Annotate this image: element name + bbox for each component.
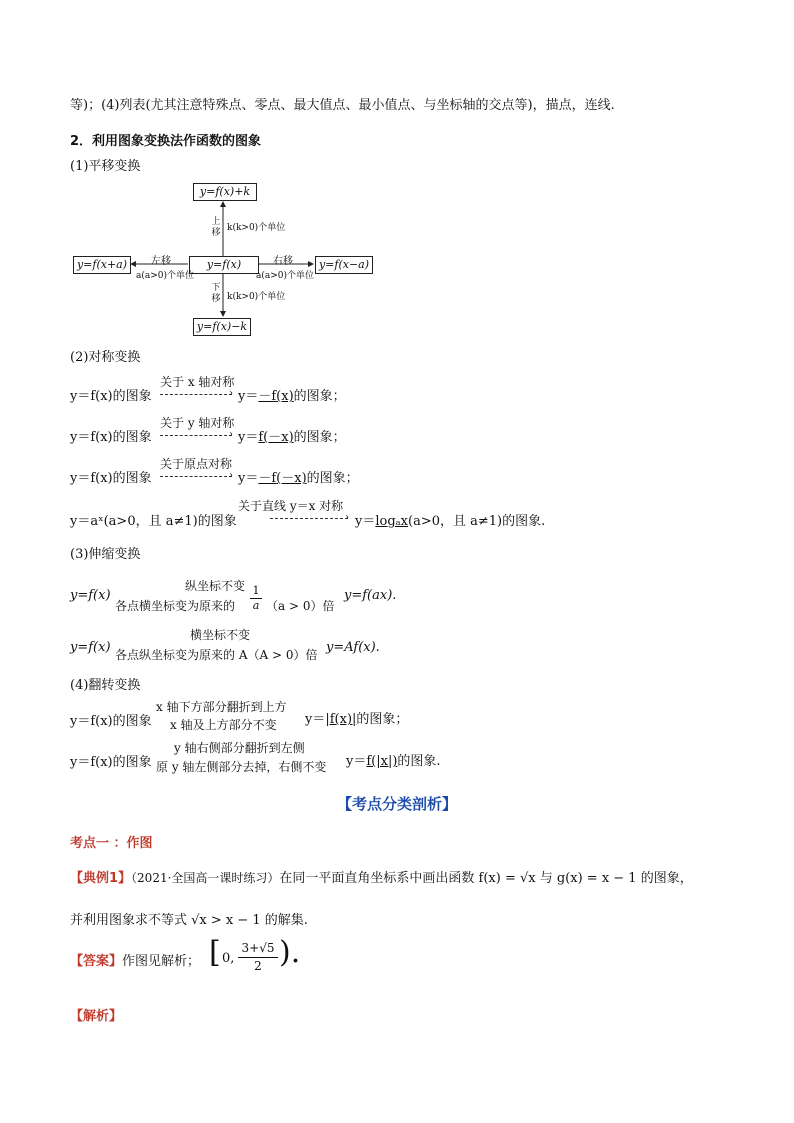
up-label: 上移 (211, 217, 221, 238)
symmetry-over: 关于直线 y＝x 对称 (238, 499, 344, 513)
flip-result: |f(x)| (325, 712, 357, 727)
symmetry-pre: y＝f(x)的图象 (70, 430, 152, 445)
flip-pre: y＝f(x)的图象 (70, 714, 152, 729)
left-condition: a(a>0)个单位 (136, 271, 195, 281)
flip-top: y 轴右侧部分翻折到左侧 (174, 741, 305, 755)
dashed-arrow (270, 518, 348, 519)
down-condition: k(k>0)个单位 (227, 292, 286, 302)
symmetry-pre: y＝f(x)的图象 (70, 471, 152, 486)
arrow-tip: › (229, 470, 233, 481)
kaodian-heading: 考点一 ：作图 (70, 836, 153, 851)
dashed-arrow (160, 476, 232, 477)
dashed-arrow (160, 435, 232, 436)
flip-post-eq: y＝ (346, 754, 367, 769)
example-line-2: 并利用图象求不等式 √x > x − 1 的解集. (70, 913, 308, 928)
symmetry-pre: y＝f(x)的图象 (70, 389, 152, 404)
scaling-condition: （a > 0）倍 (266, 599, 335, 613)
arrow-tip: › (229, 388, 233, 399)
symmetry-over: 关于 y 轴对称 (160, 416, 235, 430)
answer-fraction-numerator: 3+√5 (241, 941, 275, 955)
answer-text: 作图见解析； (122, 954, 201, 969)
right-label: 右移 (273, 256, 293, 267)
answer-fraction-denominator: 2 (238, 957, 278, 975)
interval-close: ). (279, 935, 301, 970)
example-line-1 (70, 867, 693, 886)
left-label: 左移 (151, 256, 171, 267)
symmetry-result: －f(－x) (258, 471, 307, 486)
box-shift-up: y=f(x)+k (193, 183, 257, 201)
scaling-pre: y=f(x) (70, 640, 111, 655)
answer-tag: 【答案】 (70, 954, 123, 969)
symmetry-post (238, 385, 346, 404)
flip-bottom: x 轴及上方部分不变 (170, 718, 277, 732)
translation-heading: (1)平移变换 (70, 159, 141, 174)
flip-post-eq: y＝ (305, 712, 326, 727)
flip-post (346, 750, 441, 769)
symmetry-post-eq: y＝ (238, 430, 259, 445)
box-shift-right: y=f(x−a) (315, 256, 373, 274)
section2-title: 2．利用图象变换法作函数的图象 (70, 134, 262, 149)
flip-heading: (4)翻转变换 (70, 678, 141, 693)
scaling-bottom: 各点横坐标变为原来的 (115, 599, 236, 613)
translation-arrows (0, 0, 794, 360)
symmetry-post-eq: y＝ (238, 389, 259, 404)
flip-post-tail: 的图象. (397, 754, 441, 769)
down-label: 下移 (211, 283, 221, 304)
symmetry-post (238, 467, 359, 486)
arrow-tip: › (345, 512, 349, 523)
box-original: y=f(x) (189, 256, 259, 274)
scaling-post: y=Af(x). (326, 640, 380, 655)
scaling-post: y=f(ax). (344, 588, 397, 603)
example-tag: 【典例1】 (70, 871, 132, 886)
up-condition: k(k>0)个单位 (227, 223, 286, 233)
answer-row (70, 950, 200, 969)
box-shift-left: y=f(x+a) (73, 256, 131, 274)
scaling-heading: (3)伸缩变换 (70, 547, 141, 562)
scaling-top: 横坐标不变 (190, 628, 251, 642)
symmetry-over: 关于 x 轴对称 (160, 375, 235, 389)
answer-fraction (238, 940, 278, 975)
symmetry-pre: y＝aˣ(a>0，且 a≠1)的图象 (70, 514, 237, 529)
right-condition: a(a>0)个单位 (256, 271, 315, 281)
interval-left: 0, (222, 951, 235, 966)
flip-post (305, 708, 408, 727)
box-shift-down: y=f(x)−k (193, 318, 251, 336)
dashed-arrow (160, 394, 232, 395)
symmetry-post-tail: 的图象； (293, 430, 346, 445)
flip-post-tail: 的图象； (356, 712, 409, 727)
symmetry-post-eq: y＝ (238, 471, 259, 486)
symmetry-post-eq: y＝ (355, 514, 376, 529)
arrow-tip: › (229, 429, 233, 440)
fraction-denominator: a (250, 598, 262, 613)
analysis-tag: 【解析】 (70, 1009, 123, 1024)
interval-open: [ (209, 935, 221, 970)
flip-bottom: 原 y 轴左侧部分去掉，右侧不变 (156, 760, 327, 774)
intro-line: 等)；(4)列表(尤其注意特殊点、零点、最大值点、最小值点、与坐标轴的交点等)，描点，连线. (70, 98, 615, 113)
symmetry-result: －f(x) (258, 389, 294, 404)
symmetry-post (238, 426, 346, 445)
fraction-numerator: 1 (252, 584, 260, 597)
symmetry-result: f(－x) (258, 430, 294, 445)
symmetry-post-tail: 的图象； (293, 389, 346, 404)
flip-result: f(|x|) (366, 754, 398, 769)
scaling-bottom: 各点纵坐标变为原来的 A（A > 0）倍 (115, 648, 318, 662)
symmetry-post-tail: (a>0，且 a≠1)的图象. (408, 514, 546, 529)
symmetry-heading: (2)对称变换 (70, 350, 141, 365)
example-text: 在同一平面直角坐标系中画出函数 f(x) = √x 与 g(x) = x − 1 的图象， (279, 871, 693, 886)
flip-pre: y＝f(x)的图象 (70, 755, 152, 770)
symmetry-result: logₐx (375, 514, 409, 529)
symmetry-over: 关于原点对称 (160, 457, 233, 471)
category-title: 【考点分类剖析】 (336, 795, 457, 813)
symmetry-post-tail: 的图象； (306, 471, 359, 486)
scaling-top: 纵坐标不变 (185, 579, 246, 593)
scaling-pre: y=f(x) (70, 588, 111, 603)
scaling-fraction (250, 584, 262, 613)
flip-top: x 轴下方部分翻折到上方 (156, 700, 287, 714)
symmetry-post (355, 510, 545, 529)
example-source: （2021·全国高一课时练习） (131, 871, 280, 885)
